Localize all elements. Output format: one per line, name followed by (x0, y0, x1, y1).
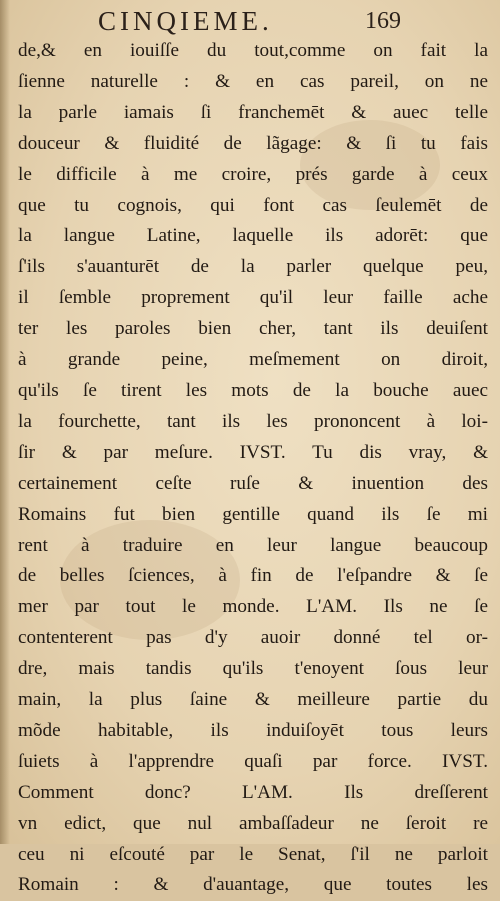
text-line: certainement ceſte ruſe & inuention des (18, 472, 488, 494)
text-line: dre, mais tandis qu'ils t'enoyent ſous leur (18, 658, 488, 680)
text-line: mõde habitable, ils induiſoyēt tous leurs (18, 719, 488, 741)
page-gutter-shadow (0, 0, 10, 844)
text-line: la langue Latine, laquelle ils adorēt: que (18, 225, 488, 247)
text-line: ſienne naturelle : & en cas pareil, on ne (18, 70, 488, 92)
text-line: à grande peine, meſmement on diroit, (18, 349, 488, 371)
text-line: il ſemble proprement qu'il leur faille ache (18, 287, 488, 309)
text-line: main, la plus ſaine & meilleure partie du (18, 689, 488, 711)
text-line: la parle iamais ſi franchemēt & auec telle (18, 101, 488, 123)
text-line: Romain : & d'auantage, que toutes les (18, 874, 488, 896)
text-line: que tu cognois, qui font cas ſeulemēt de (18, 194, 488, 216)
running-head (0, 6, 500, 40)
text-line: ſ'ils s'auanturēt de la parler quelque peu, (18, 256, 488, 278)
text-line: ter les paroles bien cher, tant ils deuiſent (18, 318, 488, 340)
text-line: douceur & fluidité de lãgage: & ſi tu fais (18, 132, 488, 154)
page-number: 169 (365, 8, 401, 34)
text-line: mer par tout le monde. L'AM. Ils ne ſe (18, 596, 488, 618)
text-line: de,& en iouiſſe du tout,comme on fait la (18, 40, 488, 61)
text-line: contenterent pas d'y auoir donné tel or- (18, 627, 488, 649)
text-line: la fourchette, tant ils les prononcent à loi- (18, 410, 488, 432)
text-line: le difficile à me croire, prés garde à ceux (18, 163, 488, 185)
running-title: CINQIEME. (98, 6, 273, 36)
text-line: ſuiets à l'apprendre quaſi par force. IVST. (18, 750, 488, 772)
text-line: ſir & par meſure. IVST. Tu dis vray, & (18, 441, 488, 463)
text-line: vn edict, que nul ambaſſadeur ne ſeroit re (18, 812, 488, 834)
text-line: de belles ſciences, à fin de l'eſpandre & ſe (18, 565, 488, 587)
text-line: Romains fut bien gentille quand ils ſe mi (18, 503, 488, 525)
text-line: ceu ni eſcouté par le Senat, ſ'il ne parloit (18, 843, 488, 865)
text-line: qu'ils ſe tirent les mots de la bouche auec (18, 379, 488, 401)
text-line: rent à traduire en leur langue beaucoup (18, 534, 488, 556)
text-line: Comment donc? L'AM. Ils dreſſerent (18, 781, 488, 803)
body-text (18, 36, 488, 901)
